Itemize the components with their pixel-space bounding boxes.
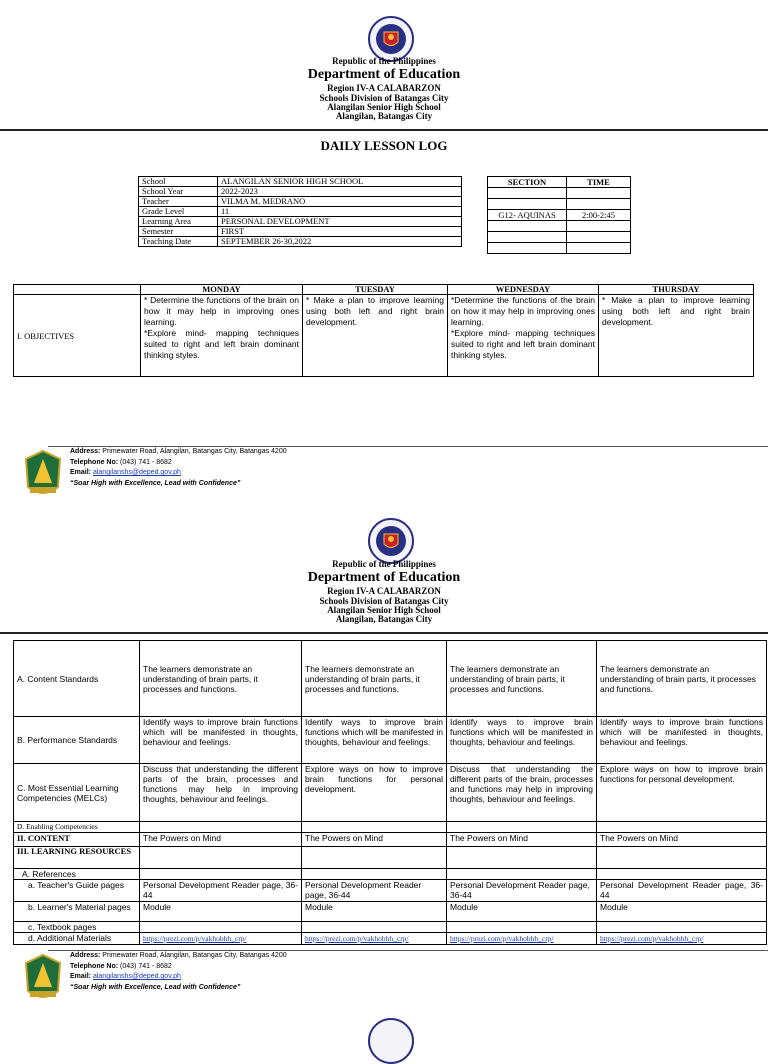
info-label: Teaching Date [139,237,218,247]
footer [18,951,758,1007]
telephone-label: Telephone No: [70,458,119,466]
table-cell [597,847,767,869]
info-value: FIRST [218,227,462,237]
table-cell [140,847,302,869]
table-cell [447,847,597,869]
department-title: Department of Education [307,570,461,586]
objective-wednesday: *Determine the functions of the brain on how it may help in improving ones learning. *Explore mind- mapping techniques suited to right and left brain dominant thinking styles. [448,295,599,377]
teachers-guide-thursday: Personal Development Reader page, 36-44 [597,880,767,902]
info-table [138,176,462,247]
content-standards-monday: The learners demonstrate an understanding of brain parts, it processes and functions. [140,641,302,717]
table-cell [488,188,567,199]
content-standards-label: A. Content Standards [14,641,140,717]
table-cell [302,869,447,880]
school-logo-icon [22,449,64,499]
learners-material-label: b. Learner's Material pages [14,902,140,922]
table-cell [140,922,302,933]
location-text: Alangilan, Batangas City [335,614,433,625]
learners-thursday: Module [597,902,767,922]
references-label: A. References [14,869,140,880]
day-header-monday: MONDAY [141,285,303,295]
teachers-guide-tuesday: Personal Development Reader page, 36-44 [302,880,447,902]
content-standards-wednesday: The learners demonstrate an understanding of brain parts, it processes and functions. [447,641,597,717]
info-value: 11 [218,207,462,217]
location-text: Alangilan, Batangas City [335,111,433,122]
table-cell [567,199,631,210]
prezi-link[interactable]: https://prezi.com/p/vakhobhh_crp/ [305,934,409,943]
content-thursday: The Powers on Mind [597,833,767,847]
info-value: VILMA M. MEDRANO [218,197,462,207]
info-label: Teacher [139,197,218,207]
motto-text: “Soar High with Excellence, Lead with Confidence” [70,479,241,487]
info-row [139,197,462,207]
table-cell [488,199,567,210]
email-link[interactable]: alangilanshs@deped.gov.ph [92,973,181,980]
day-header-wednesday: WEDNESDAY [448,285,599,295]
info-label: Grade Level [139,207,218,217]
info-value: ALANGILAN SENIOR HIGH SCHOOL [218,177,462,187]
email-label: Email: [70,469,92,476]
letterhead [0,57,768,122]
learning-resources-label: III. LEARNING RESOURCES [14,847,140,869]
division-text: Schools Division of Batangas City [319,595,449,606]
info-row [139,207,462,217]
performance-tuesday: Identify ways to improve brain functions which will be manifested in thoughts, behaviour and feelings. [302,717,447,764]
time-header: TIME [567,177,631,188]
address-label: Address: [70,952,101,959]
melc-wednesday: Discuss that understanding the different parts of the brain, processes and functions may help in improving thoughts, behaviour and feelings. [447,764,597,822]
table-cell [567,232,631,243]
melc-thursday: Explore ways on how to improve brain functions for personal development. [597,764,767,822]
info-value: 2022-2023 [218,187,462,197]
additional-materials-label: d. Additional Materials [14,933,140,945]
time-value: 2:00-2:45 [567,210,631,221]
performance-wednesday: Identify ways to improve brain functions which will be manifested in thoughts, behaviour and feelings. [447,717,597,764]
content-label: II. CONTENT [14,833,140,847]
region-text: Region IV-A CALABARZON [327,586,441,597]
table-cell [488,232,567,243]
info-value: SEPTEMBER 26-30,2022 [218,237,462,247]
day-header-thursday: THURSDAY [599,285,754,295]
content-standards-tuesday: The learners demonstrate an understanding of brain parts, it processes and functions. [302,641,447,717]
table-cell [140,869,302,880]
content-wednesday: The Powers on Mind [447,833,597,847]
email-label: Email: [70,973,92,980]
info-label: Learning Area [139,217,218,227]
department-title: Department of Education [307,67,461,83]
melc-monday: Discuss that understanding the different parts of the brain, processes and functions may help in improving thoughts, behaviour and feelings. [140,764,302,822]
prezi-link[interactable]: https://prezi.com/p/vakhobhh_crp/ [143,934,247,943]
letterhead [0,560,768,625]
content-tuesday: The Powers on Mind [302,833,447,847]
weekly-objectives-table [13,284,754,377]
address-text: Primewater Road, Alangilan, Batangas City, Batangas 4200 [102,952,287,959]
table-cell [302,847,447,869]
empty-header-cell [14,285,141,295]
objective-tuesday: * Make a plan to improve learning using both left and right brain development. [303,295,448,377]
performance-thursday: Identify ways to improve brain functions which will be manifested in thoughts, behaviour and feelings. [597,717,767,764]
table-cell [567,243,631,254]
address-label: Address: [70,448,101,455]
header-rule [0,632,768,634]
address-text: Primewater Road, Alangilan, Batangas City, Batangas 4200 [102,448,287,455]
table-cell [447,822,597,833]
motto-text: “Soar High with Excellence, Lead with Confidence” [70,983,241,991]
info-label: Semester [139,227,218,237]
deped-seal-icon [368,518,414,564]
info-row [139,177,462,187]
email-link[interactable]: alangilanshs@deped.gov.ph [92,469,181,476]
objective-thursday: * Make a plan to improve learning using both left and right brain development. [599,295,754,377]
table-cell [140,822,302,833]
prezi-link[interactable]: https://prezi.com/p/vakhobhh_crp/ [600,934,704,943]
info-label: School Year [139,187,218,197]
section-table [487,176,631,254]
telephone-text: (043) 741 - 8682 [120,962,172,970]
school-text: Alangilan Senior High School [327,605,441,615]
info-row [139,217,462,227]
table-cell [597,869,767,880]
table-cell [597,922,767,933]
school-text: Alangilan Senior High School [327,102,441,112]
section-header: SECTION [488,177,567,188]
republic-text: Republic of the Philippines [332,559,436,569]
melc-tuesday: Explore ways on how to improve brain functions for personal development. [302,764,447,822]
table-cell [488,243,567,254]
objectives-label: I. OBJECTIVES [14,295,141,377]
info-row [139,187,462,197]
table-cell [447,922,597,933]
division-text: Schools Division of Batangas City [319,92,449,103]
section-value: G12- AQUINAS [488,210,567,221]
region-text: Region IV-A CALABARZON [327,83,441,94]
teachers-guide-monday: Personal Development Reader page, 36-44 [140,880,302,902]
info-value: PERSONAL DEVELOPMENT [218,217,462,227]
footer [18,447,758,503]
page-title: DAILY LESSON LOG [320,138,448,153]
content-standards-thursday: The learners demonstrate an understanding of brain parts, it processes and functions. [597,641,767,717]
day-header-tuesday: TUESDAY [303,285,448,295]
table-cell [567,221,631,232]
prezi-link[interactable]: https://prezi.com/p/vakhobhh_crp/ [450,934,554,943]
lesson-details-table [13,640,767,945]
info-label: School [139,177,218,187]
performance-monday: Identify ways to improve brain functions which will be manifested in thoughts, behaviour and feelings. [140,717,302,764]
info-row [139,237,462,247]
table-cell [302,922,447,933]
telephone-label: Telephone No: [70,962,119,970]
telephone-text: (043) 741 - 8682 [120,458,172,466]
table-cell [567,188,631,199]
enabling-competencies-label: D. Enabling Competencies [14,822,140,833]
header-rule [0,129,768,131]
deped-seal-icon [368,1018,414,1064]
learners-wednesday: Module [447,902,597,922]
teachers-guide-label: a. Teacher's Guide pages [14,880,140,902]
learners-tuesday: Module [302,902,447,922]
teachers-guide-wednesday: Personal Development Reader page, 36-44 [447,880,597,902]
table-cell [447,869,597,880]
school-logo-icon [22,953,64,1003]
objective-monday: * Determine the functions of the brain on how it may help in improving ones learning. *Explore mind- mapping techniques suited to right and left brain dominant thinking styles. [141,295,303,377]
republic-text: Republic of the Philippines [332,56,436,66]
content-monday: The Powers on Mind [140,833,302,847]
table-cell [302,822,447,833]
table-cell [597,822,767,833]
performance-standards-label: B. Performance Standards [14,717,140,764]
textbook-label: c. Textbook pages [14,922,140,933]
info-row [139,227,462,237]
learners-monday: Module [140,902,302,922]
table-cell [488,221,567,232]
melc-label: C. Most Essential Learning Competencies (MELCs) [14,764,140,822]
